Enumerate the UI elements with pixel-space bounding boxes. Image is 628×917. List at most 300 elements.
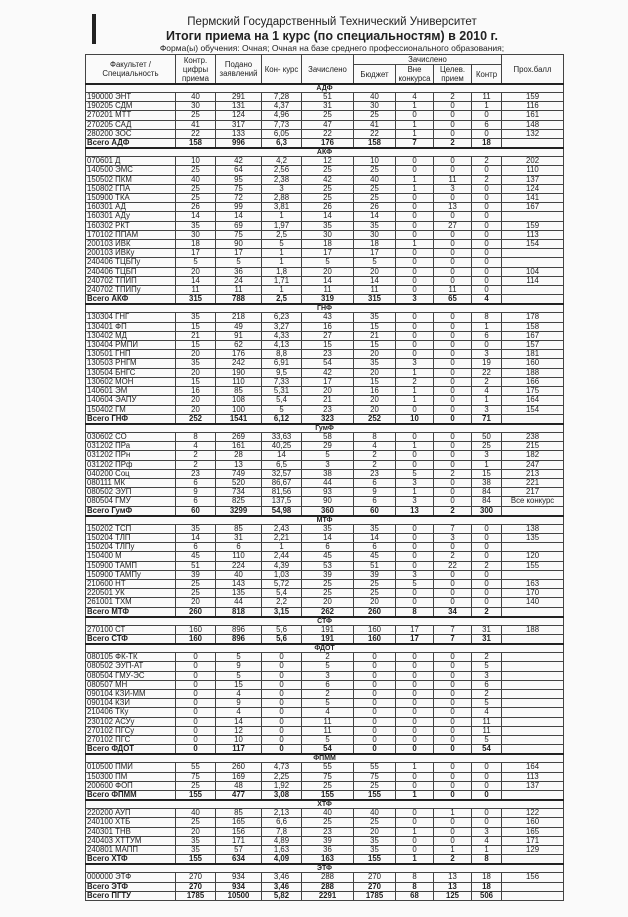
cell-value: 5 (216, 671, 262, 680)
cell-value: 171 (502, 836, 564, 845)
cell-value: 6 (176, 497, 216, 506)
cell-value: 7 (434, 625, 472, 634)
row-label: 230102 АСУу (86, 717, 176, 726)
cell-value: 788 (216, 295, 262, 305)
cell-value: 84 (472, 488, 502, 497)
cell-value: 23 (176, 469, 216, 478)
cell-value: 9 (176, 488, 216, 497)
cell-value: 5 (354, 258, 396, 267)
cell-value: 93 (302, 488, 354, 497)
cell-value: 20 (354, 396, 396, 405)
cell-value: 54 (472, 745, 502, 755)
cell-value: 148 (502, 120, 564, 129)
col-competition: Кон- курс (262, 55, 302, 85)
table-row (86, 736, 564, 745)
cell-value: 0 (472, 240, 502, 249)
faculty-band (86, 424, 564, 433)
cell-value: 1 (262, 258, 302, 267)
cell-value: 75 (176, 772, 216, 781)
row-label: 270201 МТТ (86, 111, 176, 120)
cell-value: 0 (434, 570, 472, 579)
cell-value: 15 (176, 377, 216, 386)
col-submitted: Подано заявлений (216, 55, 262, 85)
cell-value: 0 (262, 653, 302, 662)
col-enrolled: Зачислено (302, 55, 354, 85)
cell-value: 12 (216, 726, 262, 735)
table-row (86, 589, 564, 598)
cell-value: 0 (176, 726, 216, 735)
cell-value: 3 (472, 350, 502, 359)
cell-value: 0 (472, 570, 502, 579)
cell-value: 252 (354, 414, 396, 424)
cell-value: 23 (354, 469, 396, 478)
cell-value: 1 (472, 102, 502, 111)
cell-value: 11 (302, 726, 354, 735)
cell-value: 64 (216, 166, 262, 175)
cell-value: 160 (354, 634, 396, 644)
cell-value: 4,39 (262, 561, 302, 570)
cell-value: 934 (216, 873, 262, 882)
cell-value: 0 (396, 322, 434, 331)
cell-value: 202 (502, 157, 564, 166)
cell-value: 2 (176, 460, 216, 469)
cell-value: 20 (354, 598, 396, 607)
cell-value: 129 (502, 846, 564, 855)
cell-value: 164 (502, 763, 564, 772)
cell-value: 20 (302, 267, 354, 276)
cell-value: 4 (216, 689, 262, 698)
cell-value: 181 (502, 350, 564, 359)
cell-value: 60 (176, 506, 216, 516)
cell-value: 2 (302, 689, 354, 698)
cell-value: 14 (216, 212, 262, 221)
cell-value: 0 (472, 781, 502, 790)
cell-value: 25 (176, 818, 216, 827)
cell-value: 6,3 (262, 139, 302, 149)
cell-value: 17 (302, 377, 354, 386)
cell-value: 20 (354, 405, 396, 414)
cell-value (502, 726, 564, 735)
row-label: Всего ГумФ (86, 506, 176, 516)
cell-value: 11 (472, 93, 502, 102)
cell-value: 28 (216, 451, 262, 460)
cell-value: 75 (354, 772, 396, 781)
cell-value: 0 (176, 653, 216, 662)
cell-value: 0 (434, 717, 472, 726)
row-label: 080507 МН (86, 680, 176, 689)
cell-value: 6,6 (262, 818, 302, 827)
table-row (86, 194, 564, 203)
cell-value: 3 (434, 533, 472, 542)
cell-value: 0 (396, 350, 434, 359)
faculty-total-row (86, 295, 564, 305)
cell-value: 0 (434, 543, 472, 552)
table-row (86, 451, 564, 460)
table-row (86, 166, 564, 175)
cell-value: 25 (302, 184, 354, 193)
cell-value: 5,6 (262, 634, 302, 644)
cell-value: 0 (434, 478, 472, 487)
cell-value: 0 (354, 708, 396, 717)
cell-value: 0 (434, 451, 472, 460)
cell-value: 57 (216, 846, 262, 855)
cell-value: 45 (176, 552, 216, 561)
cell-value: 165 (216, 818, 262, 827)
cell-value: 825 (216, 497, 262, 506)
cell-value: 131 (216, 102, 262, 111)
table-row (86, 726, 564, 735)
cell-value: 155 (176, 791, 216, 801)
cell-value: 252 (176, 414, 216, 424)
cell-value: 4,89 (262, 836, 302, 845)
cell-value: 18 (472, 873, 502, 882)
cell-value: 0 (396, 249, 434, 258)
cell-value: 1 (396, 387, 434, 396)
row-label: 210600 НТ (86, 579, 176, 588)
cell-value: 40 (176, 809, 216, 818)
row-label: 150900 ТКА (86, 194, 176, 203)
row-label: 150400 М (86, 552, 176, 561)
cell-value: 0 (396, 818, 434, 827)
cell-value: 35 (354, 524, 396, 533)
cell-value: 0 (434, 322, 472, 331)
cell-value: 247 (502, 460, 564, 469)
cell-value: 0 (396, 341, 434, 350)
cell-value: 3 (396, 570, 434, 579)
cell-value: 18 (176, 240, 216, 249)
cell-value: 35 (354, 221, 396, 230)
row-label: 130501 ГНП (86, 350, 176, 359)
cell-value: 108 (216, 396, 262, 405)
cell-value: 25 (176, 111, 216, 120)
cell-value: 155 (502, 561, 564, 570)
table-row (86, 699, 564, 708)
table-row (86, 827, 564, 836)
cell-value: 5 (302, 662, 354, 671)
cell-value: 69 (216, 221, 262, 230)
cell-value: 0 (396, 111, 434, 120)
cell-value: 0 (472, 267, 502, 276)
cell-value (502, 212, 564, 221)
cell-value: 11 (302, 717, 354, 726)
cell-value: 0 (396, 809, 434, 818)
cell-value: 25 (302, 579, 354, 588)
cell-value: 0 (396, 589, 434, 598)
table-row (86, 129, 564, 138)
cell-value: 75 (216, 184, 262, 193)
cell-value: 15 (354, 322, 396, 331)
cell-value: 0 (176, 708, 216, 717)
cell-value: 2 (472, 689, 502, 698)
row-label: 030602 СО (86, 432, 176, 441)
row-label: 150502 ПКМ (86, 175, 176, 184)
cell-value: 5,31 (262, 387, 302, 396)
row-label: 080502 ЭУП-АТ (86, 662, 176, 671)
cell-value: 0 (396, 524, 434, 533)
cell-value (502, 662, 564, 671)
faculty-band (86, 148, 564, 157)
cell-value (502, 680, 564, 689)
cell-value: 40,25 (262, 442, 302, 451)
cell-value: 0 (472, 203, 502, 212)
faculty-band (86, 644, 564, 653)
table-row (86, 781, 564, 790)
cell-value: 54 (302, 359, 354, 368)
cell-value: 14 (302, 212, 354, 221)
cell-value: 188 (502, 625, 564, 634)
cell-value: 34 (434, 607, 472, 617)
cell-value: 0 (434, 736, 472, 745)
cell-value: 1,8 (262, 267, 302, 276)
cell-value: 213 (502, 469, 564, 478)
table-row (86, 469, 564, 478)
cell-value: 15 (176, 322, 216, 331)
cell-value: 14 (354, 212, 396, 221)
cell-value: 360 (302, 506, 354, 516)
cell-value: 41 (176, 120, 216, 129)
cell-value: 0 (472, 276, 502, 285)
cell-value: 160 (502, 818, 564, 827)
cell-value: 0 (434, 157, 472, 166)
cell-value: 116 (502, 102, 564, 111)
col-enrolled-group: Зачислено (354, 55, 502, 65)
table-row (86, 387, 564, 396)
cell-value: 270 (354, 873, 396, 882)
cell-value: 30 (176, 230, 216, 239)
cell-value: 156 (502, 873, 564, 882)
cell-value: 2 (472, 607, 502, 617)
cell-value: 110 (502, 166, 564, 175)
row-label: 160302 РКТ (86, 221, 176, 230)
cell-value: 0 (396, 313, 434, 322)
row-label: 130401 ФП (86, 322, 176, 331)
cell-value: 75 (216, 230, 262, 239)
row-label: 130602 МОН (86, 377, 176, 386)
cell-value: 42 (302, 368, 354, 377)
cell-value: 6,91 (262, 359, 302, 368)
cell-value: 0 (434, 194, 472, 203)
cell-value: 22 (354, 129, 396, 138)
cell-value: 16 (176, 387, 216, 396)
cell-value: 26 (176, 203, 216, 212)
cell-value: 53 (302, 561, 354, 570)
row-label: 080504 ГМУ-ЭС (86, 671, 176, 680)
cell-value: 17 (302, 249, 354, 258)
cell-value: 24 (216, 276, 262, 285)
row-label: 031202 ПРф (86, 460, 176, 469)
cell-value: 0 (396, 781, 434, 790)
cell-value: 6,05 (262, 129, 302, 138)
cell-value: 158 (502, 322, 564, 331)
faculty-band (86, 754, 564, 763)
faculty-name: ФПММ (86, 754, 564, 763)
cell-value: 160 (176, 634, 216, 644)
cell-value: 0 (434, 111, 472, 120)
cell-value: 8,8 (262, 350, 302, 359)
cell-value: 44 (216, 598, 262, 607)
cell-value: 158 (354, 139, 396, 149)
cell-value: 25 (354, 818, 396, 827)
cell-value: 35 (176, 846, 216, 855)
cell-value: 1 (396, 102, 434, 111)
cell-value: 5 (262, 240, 302, 249)
row-label: 140604 ЭАПУ (86, 396, 176, 405)
cell-value: 4 (472, 708, 502, 717)
table-row (86, 598, 564, 607)
cell-value: 25 (302, 166, 354, 175)
cell-value: 9 (216, 662, 262, 671)
cell-value: 3 (472, 405, 502, 414)
cell-value: 15 (176, 341, 216, 350)
faculty-band (86, 304, 564, 313)
cell-value: 166 (502, 377, 564, 386)
row-label: 240100 ХТБ (86, 818, 176, 827)
cell-value: 0 (176, 662, 216, 671)
cell-value: 4 (176, 442, 216, 451)
row-label: 200103 ИВК (86, 240, 176, 249)
cell-value: 896 (216, 634, 262, 644)
cell-value: 35 (354, 313, 396, 322)
cell-value: 14 (176, 533, 216, 542)
cell-value: 6 (472, 680, 502, 689)
cell-value: 25 (354, 579, 396, 588)
table-row (86, 680, 564, 689)
cell-value: 0 (396, 460, 434, 469)
cell-value: 158 (176, 139, 216, 149)
cell-value: 323 (302, 414, 354, 424)
cell-value: 2,43 (262, 524, 302, 533)
cell-value: 100 (216, 405, 262, 414)
cell-value: 4,37 (262, 102, 302, 111)
cell-value: 2 (354, 451, 396, 460)
cell-value: 1 (396, 488, 434, 497)
cell-value: 300 (472, 506, 502, 516)
cell-value: 0 (262, 717, 302, 726)
cell-value: 191 (302, 634, 354, 644)
cell-value (502, 139, 564, 149)
cell-value: 62 (216, 341, 262, 350)
cell-value: 171 (216, 836, 262, 845)
cell-value: Все конкурс (502, 497, 564, 506)
cell-value: 0 (434, 240, 472, 249)
cell-value: 9,5 (262, 368, 302, 377)
cell-value: 506 (472, 891, 502, 900)
cell-value: 319 (302, 295, 354, 305)
cell-value: 270 (176, 873, 216, 882)
cell-value: 72 (216, 194, 262, 203)
cell-value: 10 (176, 157, 216, 166)
table-row (86, 396, 564, 405)
table-row (86, 543, 564, 552)
cell-value: 104 (502, 267, 564, 276)
row-label: 280200 ЗОС (86, 129, 176, 138)
cell-value: 25 (302, 818, 354, 827)
cell-value: 85 (216, 524, 262, 533)
cell-value: 0 (396, 653, 434, 662)
cell-value: 0 (262, 699, 302, 708)
cell-value: 1541 (216, 414, 262, 424)
cell-value: 14 (216, 717, 262, 726)
row-label: 270205 САД (86, 120, 176, 129)
cell-value: 13 (434, 882, 472, 891)
cell-value: 55 (354, 763, 396, 772)
cell-value: 1 (396, 184, 434, 193)
cell-value: 135 (216, 589, 262, 598)
row-label: 130504 БНГС (86, 368, 176, 377)
cell-value: 0 (472, 772, 502, 781)
cell-value: 20 (176, 267, 216, 276)
cell-value: 19 (472, 359, 502, 368)
cell-value: 0 (434, 836, 472, 845)
faculty-total-row (86, 139, 564, 149)
cell-value: 18 (354, 240, 396, 249)
cell-value: 0 (472, 341, 502, 350)
table-row (86, 313, 564, 322)
cell-value: 4 (396, 93, 434, 102)
cell-value: 2 (434, 469, 472, 478)
cell-value: 26 (302, 203, 354, 212)
table-row (86, 671, 564, 680)
cell-value: 39 (176, 570, 216, 579)
faculty-band (86, 800, 564, 809)
faculty-band (86, 617, 564, 626)
cell-value: 0 (434, 699, 472, 708)
cell-value: 5 (216, 258, 262, 267)
cell-value: 0 (396, 689, 434, 698)
cell-value: 0 (396, 598, 434, 607)
cell-value: 996 (216, 139, 262, 149)
table-row (86, 561, 564, 570)
cell-value: 17 (354, 249, 396, 258)
cell-value: 7 (434, 634, 472, 644)
cell-value: 1 (396, 791, 434, 801)
table-row (86, 552, 564, 561)
row-label: 140601 ЭМ (86, 387, 176, 396)
cell-value: 734 (216, 488, 262, 497)
col-budget: Бюджет (354, 65, 396, 85)
cell-value: 25 (354, 194, 396, 203)
cell-value: 6,23 (262, 313, 302, 322)
cell-value: 2,13 (262, 809, 302, 818)
table-row (86, 579, 564, 588)
cell-value: 8 (472, 313, 502, 322)
cell-value: 288 (302, 882, 354, 891)
cell-value: 0 (396, 708, 434, 717)
cell-value: 167 (502, 203, 564, 212)
cell-value: 155 (354, 855, 396, 865)
cell-value: 8 (396, 882, 434, 891)
cell-value: 35 (302, 221, 354, 230)
cell-value: 0 (176, 736, 216, 745)
table-row (86, 368, 564, 377)
row-label: Всего МТФ (86, 607, 176, 617)
cell-value: 1 (396, 240, 434, 249)
cell-value: 0 (434, 791, 472, 801)
cell-value: 0 (396, 717, 434, 726)
cell-value: 818 (216, 607, 262, 617)
row-label: 150204 ТЛП (86, 533, 176, 542)
cell-value: 0 (472, 184, 502, 193)
cell-value: 3,46 (262, 882, 302, 891)
document-title: Итоги приема на 1 курс (по специальностям) в 2010 г. (166, 29, 498, 43)
cell-value: 3 (262, 184, 302, 193)
cell-value: 1,03 (262, 570, 302, 579)
cell-value: 11 (354, 286, 396, 295)
cell-value: 27 (302, 331, 354, 340)
cell-value: 14 (354, 276, 396, 285)
cell-value: 0 (434, 671, 472, 680)
cell-value: 2 (434, 93, 472, 102)
